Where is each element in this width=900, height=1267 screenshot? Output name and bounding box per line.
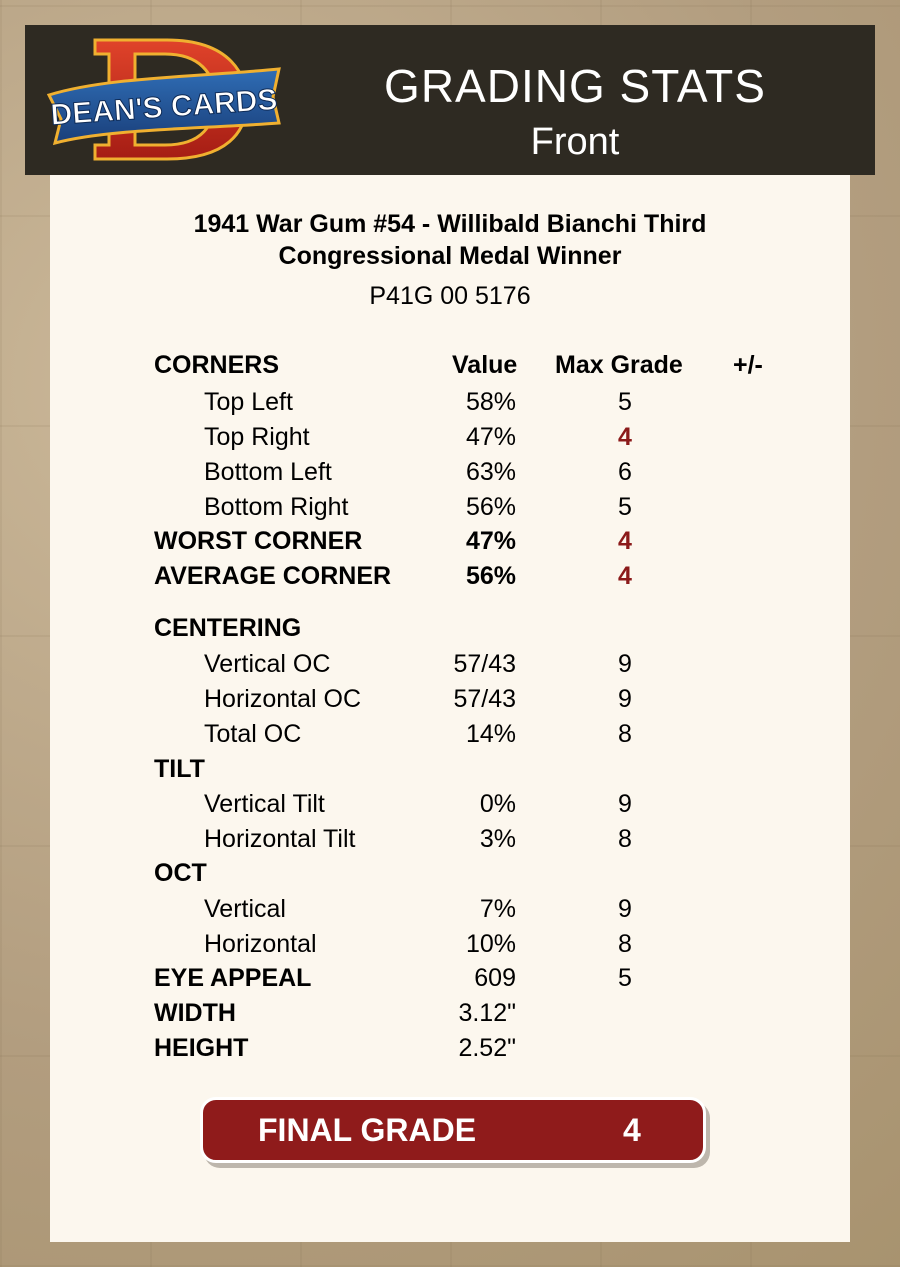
oct-heading: OCT	[154, 859, 207, 887]
row-label: Horizontal	[204, 930, 317, 958]
row-grade: 8	[618, 825, 632, 853]
row-grade: 4	[618, 423, 632, 451]
row-grade: 9	[618, 650, 632, 678]
card-title	[150, 208, 750, 272]
plus-minus-column-header: +/-	[733, 351, 763, 379]
centering-heading-row	[50, 614, 850, 648]
row-width	[50, 999, 850, 1033]
row-grade: 9	[618, 685, 632, 713]
row-value: 47%	[465, 527, 516, 555]
row-eye-appeal	[50, 964, 850, 998]
row-oct-vertical	[50, 895, 850, 929]
page-title: GRADING STATS	[384, 60, 766, 112]
row-grade: 6	[618, 458, 632, 486]
row-total-oc	[50, 720, 850, 754]
final-grade-label: FINAL GRADE	[258, 1112, 477, 1148]
row-vertical-oc	[50, 650, 850, 684]
row-horizontal-tilt	[50, 825, 850, 859]
column-header-row	[50, 351, 850, 385]
row-label: Vertical Tilt	[204, 790, 325, 818]
row-label: HEIGHT	[154, 1034, 249, 1062]
centering-heading: CENTERING	[154, 614, 302, 642]
row-grade: 8	[618, 720, 632, 748]
row-bottom-left	[50, 458, 850, 492]
row-label: Bottom Right	[204, 493, 349, 521]
row-label: Top Right	[204, 423, 310, 451]
row-grade: 8	[618, 930, 632, 958]
row-label: EYE APPEAL	[154, 964, 312, 992]
row-bottom-right	[50, 493, 850, 527]
row-horizontal-oc	[50, 685, 850, 719]
oct-heading-row	[50, 859, 850, 893]
row-top-right	[50, 423, 850, 457]
cert-number: P41G 00 5176	[369, 282, 531, 310]
row-top-left	[50, 388, 850, 422]
page-subtitle: Front	[530, 121, 620, 163]
value-column-header: Value	[452, 351, 518, 379]
row-value: 63%	[465, 458, 516, 486]
final-grade-box	[200, 1097, 706, 1163]
row-label: AVERAGE CORNER	[154, 562, 392, 590]
row-vertical-tilt	[50, 790, 850, 824]
row-label: Vertical	[204, 895, 286, 923]
svg-text:DEAN'S CARDS: DEAN'S CARDS	[49, 83, 279, 132]
final-grade-value: 4	[623, 1112, 641, 1148]
row-grade: 5	[618, 493, 632, 521]
row-label: Total OC	[204, 720, 302, 748]
row-value: 10%	[465, 930, 516, 958]
row-grade: 5	[618, 388, 632, 416]
row-label: Bottom Left	[204, 458, 332, 486]
row-grade: 5	[618, 964, 632, 992]
row-value: 0%	[479, 790, 516, 818]
row-label: WORST CORNER	[154, 527, 363, 555]
row-value: 2.52"	[458, 1034, 516, 1062]
row-value: 7%	[479, 895, 516, 923]
row-value: 47%	[465, 423, 516, 451]
corners-heading: CORNERS	[154, 351, 280, 379]
tilt-heading-row	[50, 755, 850, 789]
row-label: Vertical OC	[204, 650, 331, 678]
row-grade: 4	[618, 527, 632, 555]
row-worst-corner	[50, 527, 850, 561]
row-value: 3.12"	[458, 999, 516, 1027]
row-grade: 9	[618, 895, 632, 923]
row-value: 609	[474, 964, 516, 992]
card-title-line2: Congressional Medal Winner	[278, 242, 622, 270]
row-value: 3%	[479, 825, 516, 853]
row-label: Top Left	[204, 388, 293, 416]
row-label: WIDTH	[154, 999, 236, 1027]
row-value: 58%	[465, 388, 516, 416]
row-value: 56%	[465, 493, 516, 521]
row-value: 56%	[465, 562, 516, 590]
row-oct-horizontal	[50, 930, 850, 964]
deans-cards-logo	[47, 37, 282, 162]
header-bar	[25, 25, 875, 175]
row-grade: 9	[618, 790, 632, 818]
max-grade-column-header: Max Grade	[555, 351, 683, 379]
stats-panel	[50, 175, 850, 1242]
row-label: Horizontal Tilt	[204, 825, 356, 853]
row-value: 57/43	[453, 685, 516, 713]
row-value: 14%	[465, 720, 516, 748]
card-title-line1: 1941 War Gum #54 - Willibald Bianchi Third	[193, 210, 707, 238]
row-height	[50, 1034, 850, 1068]
row-label: Horizontal OC	[204, 685, 361, 713]
row-average-corner	[50, 562, 850, 596]
row-value: 57/43	[453, 650, 516, 678]
row-grade: 4	[618, 562, 632, 590]
tilt-heading: TILT	[154, 755, 205, 783]
